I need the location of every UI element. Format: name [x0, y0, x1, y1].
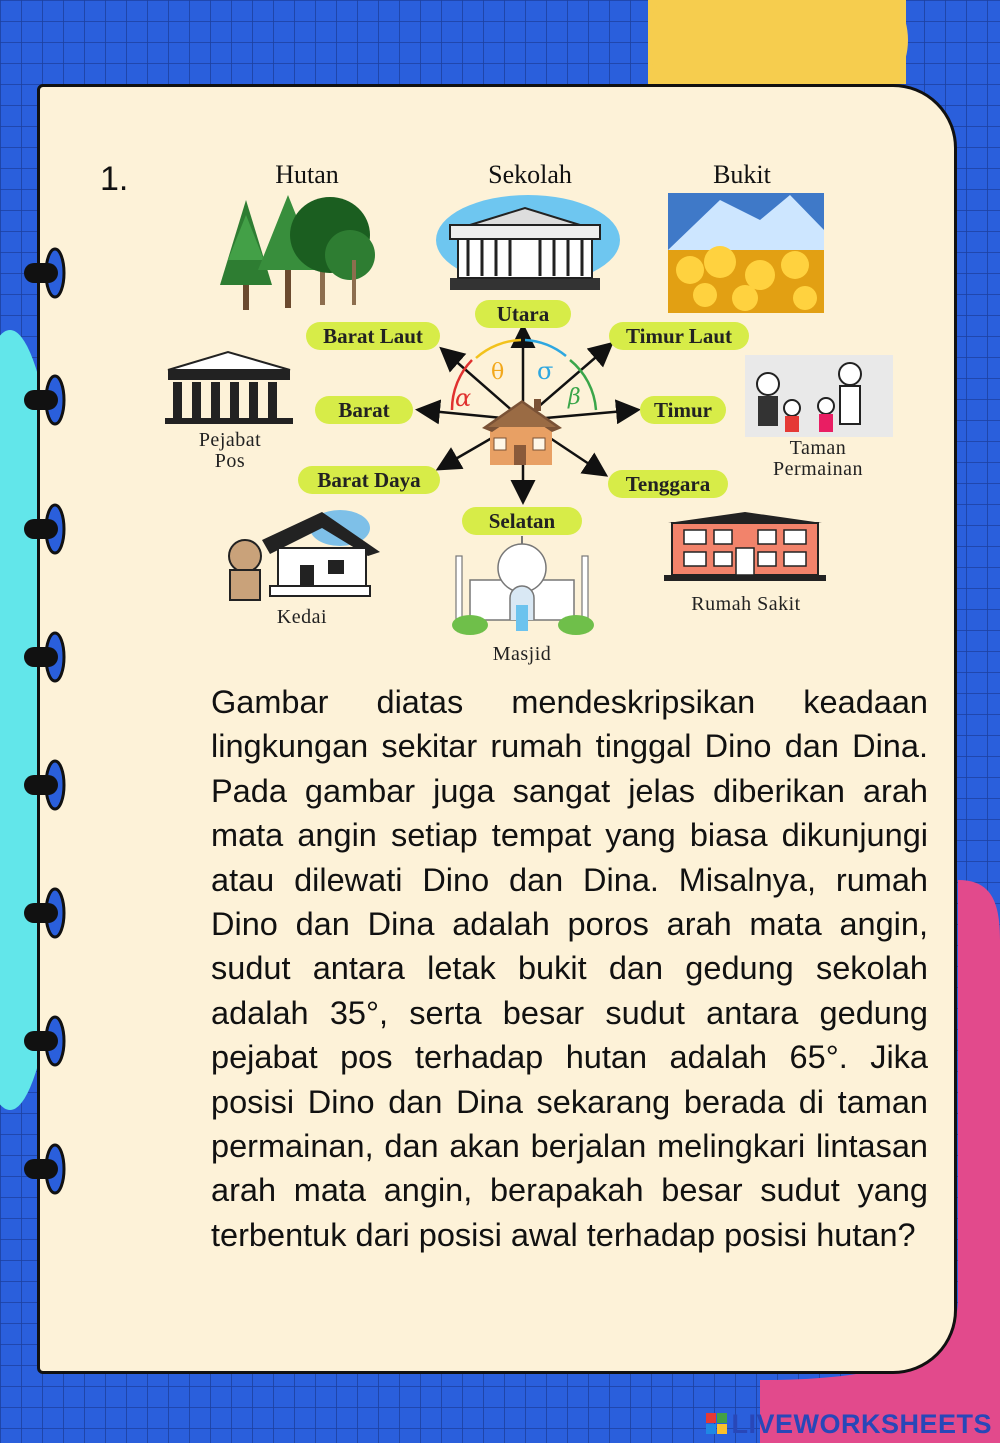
post-office-icon	[165, 352, 293, 424]
question-text: Gambar diatas mendeskripsikan keadaan lingkungan sekitar rumah tinggal Dino dan Dina. Pada gambar juga sangat jelas diberikan arah mata angin setiap tempat yang biasa dikunjungi atau dilewati Dino dan Dina. Misalnya, rumah Dino dan Dina adalah poros arah mata angin, sudut antara letak bukit dan gedung sekolah adalah 35°, serta besar sudut antara gedung pejabat pos terhadap hutan adalah 65°. Jika posisi Dino dan Dina sekarang berada di taman permainan, dan akan berjalan melingkari lintasan arah mata angin, berapakah besar sudut yang terbentuk dari posisi awal terhadap posisi hutan?	[211, 684, 928, 1253]
direction-utara: Utara	[475, 300, 571, 328]
label-taman-line1: Taman	[789, 437, 847, 459]
hospital-icon	[664, 512, 826, 581]
direction-selatan: Selatan	[462, 507, 582, 535]
label-taman-line2: Permainan	[772, 458, 864, 480]
direction-timur: Timur	[640, 396, 726, 424]
angle-arc-theta	[476, 340, 521, 358]
label-bukit: Bukit	[713, 160, 771, 189]
label-hutan: Hutan	[275, 160, 339, 189]
shop-icon	[229, 510, 380, 600]
playground-icon	[745, 355, 893, 437]
label-kedai: Kedai	[276, 606, 328, 628]
binder-ring-icon	[22, 758, 68, 812]
direction-tenggara: Tenggara	[608, 470, 728, 498]
label-sekolah: Sekolah	[488, 160, 572, 189]
label-rumah-sakit: Rumah Sakit	[691, 593, 801, 615]
direction-barat-laut: Barat Laut	[306, 322, 440, 350]
compass-diagram	[0, 0, 1000, 700]
direction-timur-laut: Timur Laut	[609, 322, 749, 350]
liveworksheets-logo	[706, 1409, 992, 1439]
angle-alpha-label: α	[455, 384, 472, 412]
binder-ring-icon	[22, 1142, 68, 1196]
binder-ring-icon	[22, 886, 68, 940]
label-masjid: Masjid	[492, 643, 552, 665]
question-number: 1.	[100, 160, 129, 198]
angle-theta-label: θ	[491, 360, 505, 385]
angle-sigma-label: σ	[537, 357, 554, 385]
direction-barat: Barat	[315, 396, 413, 424]
brand-name: LIVEWORKSHEETS	[731, 1408, 992, 1439]
label-pejabat-pos-line1: Pejabat	[198, 429, 262, 451]
house-icon	[482, 399, 562, 465]
angle-beta-label: β	[568, 385, 581, 410]
label-taman-permainan	[748, 438, 888, 480]
binder-ring-icon	[22, 1014, 68, 1068]
label-pejabat-pos-line2: Pos	[214, 450, 246, 472]
direction-barat-daya: Barat Daya	[298, 466, 440, 494]
liveworksheets-logo-icon	[706, 1413, 728, 1435]
angle-arc-sigma	[525, 340, 566, 356]
hill-icon	[668, 193, 824, 313]
mosque-icon	[452, 536, 594, 635]
forest-icon	[220, 195, 375, 310]
school-icon	[436, 195, 620, 290]
label-pejabat-pos	[170, 430, 290, 472]
